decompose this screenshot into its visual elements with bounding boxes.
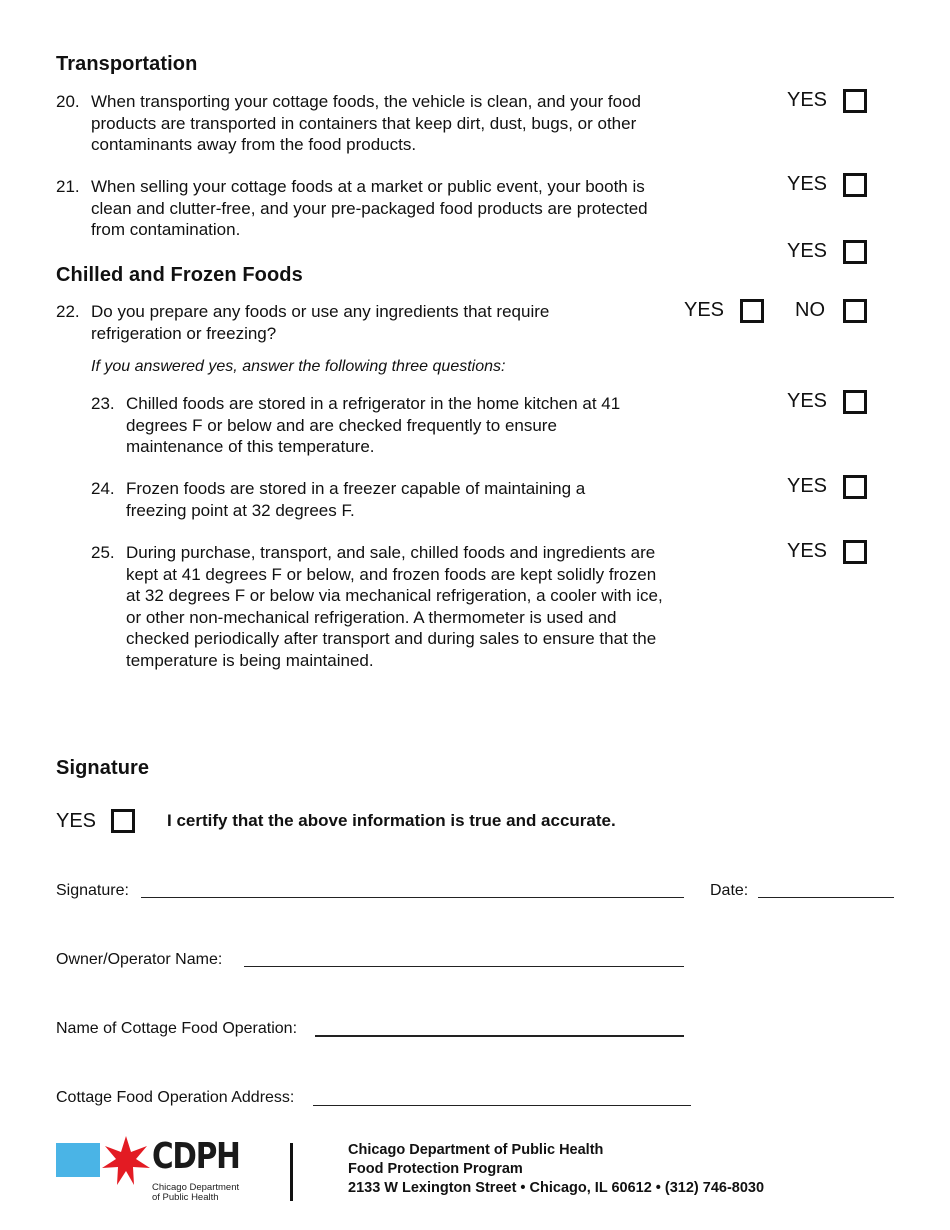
operation-address-label: Cottage Food Operation Address: bbox=[56, 1089, 295, 1106]
q20-yes-checkbox[interactable] bbox=[843, 89, 867, 113]
question-number: 22. bbox=[56, 302, 80, 321]
section-heading-chilled: Chilled and Frozen Foods bbox=[56, 264, 303, 286]
owner-name-line[interactable] bbox=[244, 966, 684, 967]
logo-text: CDPH bbox=[152, 1136, 240, 1177]
operation-name-line[interactable] bbox=[315, 1035, 684, 1037]
section-heading-signature: Signature bbox=[56, 757, 150, 779]
date-line[interactable] bbox=[758, 897, 894, 898]
footer-divider bbox=[290, 1143, 293, 1201]
question-text: Frozen foods are stored in a freezer capable of maintaining a freezing point at 32 degrees F. bbox=[126, 479, 586, 520]
chicago-star-icon bbox=[101, 1135, 151, 1187]
operation-address-line[interactable] bbox=[313, 1105, 691, 1106]
footer-line-1: Chicago Department of Public Health bbox=[348, 1142, 604, 1158]
q25-yes-checkbox[interactable] bbox=[843, 540, 867, 564]
question-text: During purchase, transport, and sale, chilled foods and ingredients are kept at 41 degrees F or below, and frozen foods are kept solidly frozen at 32 degrees F or below via mechanical refrigeration, a cooler with ice, or other non-mechanical refrigeration. A thermometer is used and checked periodically after transport and during sales to ensure that the temperature is being maintained. bbox=[126, 543, 663, 670]
yes-label: YES bbox=[684, 299, 725, 321]
no-label: NO bbox=[795, 299, 825, 321]
question-text: Chilled foods are stored in a refrigerator in the home kitchen at 41 degrees F or below and are checked frequently to ensure maintenance of this temperature. bbox=[126, 394, 621, 456]
question-number: 25. bbox=[91, 543, 115, 562]
footer-line-2: Food Protection Program bbox=[348, 1161, 523, 1177]
certify-yes-checkbox[interactable] bbox=[111, 809, 135, 833]
instruction-text: If you answered yes, answer the following three questions: bbox=[91, 358, 506, 375]
extra-yes-checkbox[interactable] bbox=[843, 240, 867, 264]
q22-no-checkbox[interactable] bbox=[843, 299, 867, 323]
question-number: 24. bbox=[91, 479, 115, 498]
signature-line[interactable] bbox=[141, 897, 684, 898]
section-heading-transportation: Transportation bbox=[56, 53, 198, 75]
q23-yes-checkbox[interactable] bbox=[843, 390, 867, 414]
footer-line-3: 2133 W Lexington Street • Chicago, IL 60612 • (312) 746-8030 bbox=[348, 1180, 765, 1196]
question-text: Do you prepare any foods or use any ingredients that require refrigeration or freezing? bbox=[91, 302, 550, 343]
owner-name-label: Owner/Operator Name: bbox=[56, 951, 223, 968]
yes-label: YES bbox=[787, 173, 828, 195]
operation-name-label: Name of Cottage Food Operation: bbox=[56, 1020, 298, 1037]
question-number: 23. bbox=[91, 394, 115, 413]
question-text: When transporting your cottage foods, the vehicle is clean, and your food products are transported in containers that keep dirt, dust, bugs, or other contaminants away from the food products. bbox=[91, 92, 641, 154]
q21-yes-checkbox[interactable] bbox=[843, 173, 867, 197]
logo-blue-bar bbox=[56, 1143, 100, 1177]
yes-label: YES bbox=[787, 390, 828, 412]
yes-label: YES bbox=[787, 240, 828, 262]
logo-subtitle-1: Chicago Department bbox=[152, 1182, 240, 1193]
yes-label: YES bbox=[787, 89, 828, 111]
date-label: Date: bbox=[710, 882, 749, 899]
signature-label: Signature: bbox=[56, 882, 129, 899]
logo-subtitle-2: of Public Health bbox=[152, 1192, 219, 1203]
yes-label: YES bbox=[787, 475, 828, 497]
question-number: 21. bbox=[56, 177, 80, 196]
yes-label: YES bbox=[787, 540, 828, 562]
q22-yes-checkbox[interactable] bbox=[740, 299, 764, 323]
question-number: 20. bbox=[56, 92, 80, 111]
q24-yes-checkbox[interactable] bbox=[843, 475, 867, 499]
certify-statement: I certify that the above information is true and accurate. bbox=[167, 811, 616, 830]
question-text: When selling your cottage foods at a market or public event, your booth is clean and clutter-free, and your pre-packaged food products are protected from contamination. bbox=[91, 177, 648, 239]
yes-label: YES bbox=[56, 810, 97, 832]
